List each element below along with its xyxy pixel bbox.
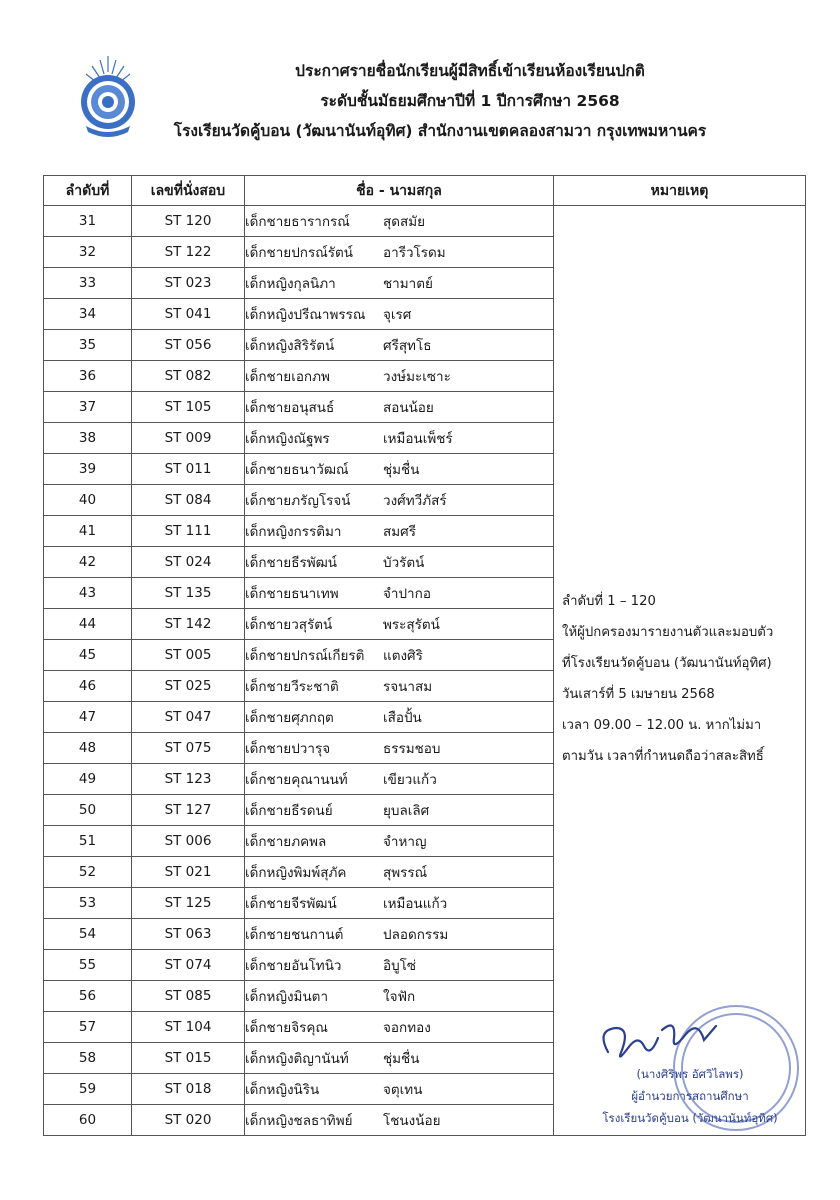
seat-number: ST 009 bbox=[132, 423, 245, 454]
remark-line: ให้ผู้ปกครองมารายงานตัวและมอบตัว bbox=[562, 625, 774, 640]
remark-line: วันเสาร์ที่ 5 เมษายน 2568 bbox=[562, 687, 715, 702]
seat-number: ST 123 bbox=[132, 764, 245, 795]
last-name: เหมือนแก้ว bbox=[383, 896, 448, 912]
row-number: 59 bbox=[44, 1074, 132, 1105]
col-header-remark: หมายเหตุ bbox=[554, 176, 806, 206]
last-name: รจนาสม bbox=[383, 679, 433, 695]
first-name: เด็กชายธารากรณ์ bbox=[245, 214, 350, 230]
row-number: 41 bbox=[44, 516, 132, 547]
seat-number: ST 018 bbox=[132, 1074, 245, 1105]
seat-number: ST 085 bbox=[132, 981, 245, 1012]
last-name: ธรรมชอบ bbox=[383, 741, 441, 757]
last-name: สุพรรณ์ bbox=[383, 865, 428, 881]
student-name bbox=[245, 547, 554, 578]
first-name: เด็กชายคุณานนท์ bbox=[245, 772, 348, 788]
seat-number: ST 135 bbox=[132, 578, 245, 609]
row-number: 60 bbox=[44, 1105, 132, 1136]
row-number: 37 bbox=[44, 392, 132, 423]
header-school: โรงเรียนวัดคู้บอน (วัฒนานันท์อุทิศ) สำนักงานเขตคลองสามวา กรุงเทพมหานคร bbox=[173, 122, 707, 140]
row-number: 34 bbox=[44, 299, 132, 330]
student-name bbox=[245, 330, 554, 361]
student-name bbox=[245, 237, 554, 268]
student-name bbox=[245, 981, 554, 1012]
row-number: 36 bbox=[44, 361, 132, 392]
seat-number: ST 047 bbox=[132, 702, 245, 733]
remark-line: เวลา 09.00 – 12.00 น. หากไม่มา bbox=[562, 718, 762, 733]
remark-line: ตามวัน เวลาที่กำหนดถือว่าสละสิทธิ์ bbox=[562, 749, 764, 764]
seat-number: ST 025 bbox=[132, 671, 245, 702]
first-name: เด็กชายชนกานต์ bbox=[245, 927, 344, 943]
student-name bbox=[245, 640, 554, 671]
seat-number: ST 125 bbox=[132, 888, 245, 919]
student-name bbox=[245, 578, 554, 609]
last-name: ปลอดกรรม bbox=[383, 927, 449, 943]
seat-number: ST 011 bbox=[132, 454, 245, 485]
seat-number: ST 063 bbox=[132, 919, 245, 950]
seat-number: ST 082 bbox=[132, 361, 245, 392]
row-number: 55 bbox=[44, 950, 132, 981]
student-name bbox=[245, 454, 554, 485]
student-name bbox=[245, 516, 554, 547]
last-name: สอนน้อย bbox=[383, 400, 434, 416]
row-number: 49 bbox=[44, 764, 132, 795]
last-name: จุเรศ bbox=[383, 307, 412, 323]
first-name: เด็กชายอันโทนิว bbox=[245, 958, 342, 974]
last-name: ใจฟัก bbox=[383, 989, 416, 1005]
first-name: เด็กชายวสุรัตน์ bbox=[245, 617, 333, 633]
header-subtitle: ระดับชั้นมัธยมศึกษาปีที่ 1 ปีการศึกษา 2568 bbox=[320, 92, 620, 110]
last-name: อิบูโซ่ bbox=[383, 958, 417, 974]
last-name: ชุ่มชื่น bbox=[383, 462, 420, 478]
row-number: 42 bbox=[44, 547, 132, 578]
first-name: เด็กหญิงนิริน bbox=[245, 1082, 320, 1098]
seat-number: ST 120 bbox=[132, 206, 245, 237]
seat-number: ST 020 bbox=[132, 1105, 245, 1136]
row-number: 58 bbox=[44, 1043, 132, 1074]
student-name bbox=[245, 268, 554, 299]
student-name bbox=[245, 609, 554, 640]
student-name bbox=[245, 299, 554, 330]
last-name: เหมือนเพ็ชร์ bbox=[383, 431, 453, 447]
row-number: 45 bbox=[44, 640, 132, 671]
row-number: 35 bbox=[44, 330, 132, 361]
row-number: 54 bbox=[44, 919, 132, 950]
last-name: วงศ์ทวีภัสร์ bbox=[383, 493, 447, 509]
last-name: วงษ์มะเซาะ bbox=[383, 369, 451, 385]
signatory-school: โรงเรียนวัดคู้บอน (วัฒนานันท์อุทิศ) bbox=[602, 1111, 778, 1125]
seat-number: ST 041 bbox=[132, 299, 245, 330]
student-name bbox=[245, 919, 554, 950]
seat-number: ST 005 bbox=[132, 640, 245, 671]
header-title: ประกาศรายชื่อนักเรียนผู้มีสิทธิ์เข้าเรียนห้องเรียนปกติ bbox=[295, 62, 645, 80]
seat-number: ST 104 bbox=[132, 1012, 245, 1043]
first-name: เด็กชายอนุสนธ์ bbox=[245, 400, 335, 416]
first-name: เด็กชายจิรคุณ bbox=[245, 1020, 328, 1036]
first-name: เด็กหญิงชลธาทิพย์ bbox=[245, 1113, 353, 1129]
first-name: เด็กชายจีรพัฒน์ bbox=[245, 896, 337, 912]
first-name: เด็กชายปกรณ์รัตน์ bbox=[245, 245, 353, 261]
last-name: สุดสมัย bbox=[383, 214, 426, 230]
last-name: แตงศิริ bbox=[383, 648, 423, 664]
first-name: เด็กหญิงกรรติมา bbox=[245, 524, 342, 540]
row-number: 51 bbox=[44, 826, 132, 857]
student-name bbox=[245, 857, 554, 888]
student-name bbox=[245, 361, 554, 392]
first-name: เด็กหญิงมินตา bbox=[245, 989, 329, 1005]
seat-number: ST 024 bbox=[132, 547, 245, 578]
student-name bbox=[245, 671, 554, 702]
first-name: เด็กชายศุภกฤต bbox=[245, 710, 334, 726]
table-header-row bbox=[44, 176, 806, 206]
row-number: 40 bbox=[44, 485, 132, 516]
student-name bbox=[245, 795, 554, 826]
col-header-seat: เลขที่นั่งสอบ bbox=[132, 176, 245, 206]
student-name bbox=[245, 1043, 554, 1074]
last-name: เสือปั้น bbox=[383, 710, 422, 726]
row-number: 56 bbox=[44, 981, 132, 1012]
row-number: 39 bbox=[44, 454, 132, 485]
first-name: เด็กหญิงสิริรัตน์ bbox=[245, 338, 335, 354]
last-name: อารีวโรดม bbox=[383, 245, 446, 261]
student-name bbox=[245, 764, 554, 795]
first-name: เด็กชายปกรณ์เกียรติ bbox=[245, 648, 365, 664]
row-number: 57 bbox=[44, 1012, 132, 1043]
last-name: สมศรี bbox=[383, 524, 416, 540]
last-name: ชามาตย์ bbox=[383, 276, 433, 292]
row-number: 33 bbox=[44, 268, 132, 299]
first-name: เด็กหญิงติญานันท์ bbox=[245, 1051, 349, 1067]
seat-number: ST 074 bbox=[132, 950, 245, 981]
first-name: เด็กชายภรัญโรจน์ bbox=[245, 493, 351, 509]
first-name: เด็กชายภคพล bbox=[245, 834, 327, 850]
student-name bbox=[245, 1105, 554, 1136]
remark-line: ลำดับที่ 1 – 120 bbox=[562, 594, 656, 609]
student-name bbox=[245, 826, 554, 857]
first-name: เด็กชายเอกภพ bbox=[245, 369, 330, 385]
last-name: โชนงน้อย bbox=[383, 1113, 441, 1129]
table-row bbox=[44, 206, 806, 237]
signatory-name: (นางศิริพร อัศวิไลพร) bbox=[636, 1067, 744, 1081]
student-name bbox=[245, 888, 554, 919]
student-name bbox=[245, 206, 554, 237]
seat-number: ST 127 bbox=[132, 795, 245, 826]
last-name: จำปากอ bbox=[383, 586, 431, 602]
row-number: 53 bbox=[44, 888, 132, 919]
row-number: 31 bbox=[44, 206, 132, 237]
first-name: เด็กชายวีระชาติ bbox=[245, 679, 339, 695]
row-number: 52 bbox=[44, 857, 132, 888]
col-header-no: ลำดับที่ bbox=[44, 176, 132, 206]
first-name: เด็กชายธีรดนย์ bbox=[245, 803, 333, 819]
remark-text bbox=[562, 586, 802, 772]
seat-number: ST 122 bbox=[132, 237, 245, 268]
first-name: เด็กหญิงพิมพ์สุภัค bbox=[245, 865, 347, 881]
row-number: 38 bbox=[44, 423, 132, 454]
student-name bbox=[245, 950, 554, 981]
last-name: ยุบลเลิศ bbox=[383, 803, 430, 819]
student-name bbox=[245, 485, 554, 516]
first-name: เด็กหญิงกุลนิภา bbox=[245, 276, 336, 292]
last-name: จำหาญ bbox=[383, 834, 427, 850]
seat-number: ST 023 bbox=[132, 268, 245, 299]
last-name: ศรีสุทโธ bbox=[383, 338, 432, 354]
student-name bbox=[245, 392, 554, 423]
first-name: เด็กชายปวารุจ bbox=[245, 741, 331, 757]
last-name: จอกทอง bbox=[383, 1020, 431, 1036]
first-name: เด็กหญิงณัฐพร bbox=[245, 431, 330, 447]
seat-number: ST 021 bbox=[132, 857, 245, 888]
seat-number: ST 111 bbox=[132, 516, 245, 547]
seat-number: ST 015 bbox=[132, 1043, 245, 1074]
last-name: บัวรัตน์ bbox=[383, 555, 425, 571]
row-number: 43 bbox=[44, 578, 132, 609]
signature-block bbox=[575, 1063, 805, 1129]
col-header-name: ชื่อ - นามสกุล bbox=[245, 176, 554, 206]
last-name: ชุ่มชื่น bbox=[383, 1051, 420, 1067]
student-name bbox=[245, 423, 554, 454]
seat-number: ST 056 bbox=[132, 330, 245, 361]
first-name: เด็กหญิงปรีณาพรรณ bbox=[245, 307, 366, 323]
signatory-title: ผู้อำนวยการสถานศึกษา bbox=[631, 1089, 749, 1103]
row-number: 32 bbox=[44, 237, 132, 268]
signature-scribble bbox=[604, 1026, 717, 1057]
row-number: 44 bbox=[44, 609, 132, 640]
student-name bbox=[245, 733, 554, 764]
last-name: เขียวแก้ว bbox=[383, 772, 437, 788]
student-name bbox=[245, 1074, 554, 1105]
seat-number: ST 142 bbox=[132, 609, 245, 640]
remark-line: ที่โรงเรียนวัดคู้บอน (วัฒนานันท์อุทิศ) bbox=[562, 656, 772, 671]
announcement-header bbox=[150, 56, 790, 146]
seat-number: ST 105 bbox=[132, 392, 245, 423]
seat-number: ST 075 bbox=[132, 733, 245, 764]
first-name: เด็กชายธนาเทพ bbox=[245, 586, 339, 602]
row-number: 50 bbox=[44, 795, 132, 826]
row-number: 47 bbox=[44, 702, 132, 733]
student-name bbox=[245, 702, 554, 733]
last-name: จตุเทน bbox=[383, 1082, 423, 1098]
row-number: 48 bbox=[44, 733, 132, 764]
last-name: พระสุรัตน์ bbox=[383, 617, 440, 633]
first-name: เด็กชายธีรพัฒน์ bbox=[245, 555, 338, 571]
student-name bbox=[245, 1012, 554, 1043]
seat-number: ST 084 bbox=[132, 485, 245, 516]
first-name: เด็กชายธนาวัฒณ์ bbox=[245, 462, 349, 478]
row-number: 46 bbox=[44, 671, 132, 702]
seat-number: ST 006 bbox=[132, 826, 245, 857]
